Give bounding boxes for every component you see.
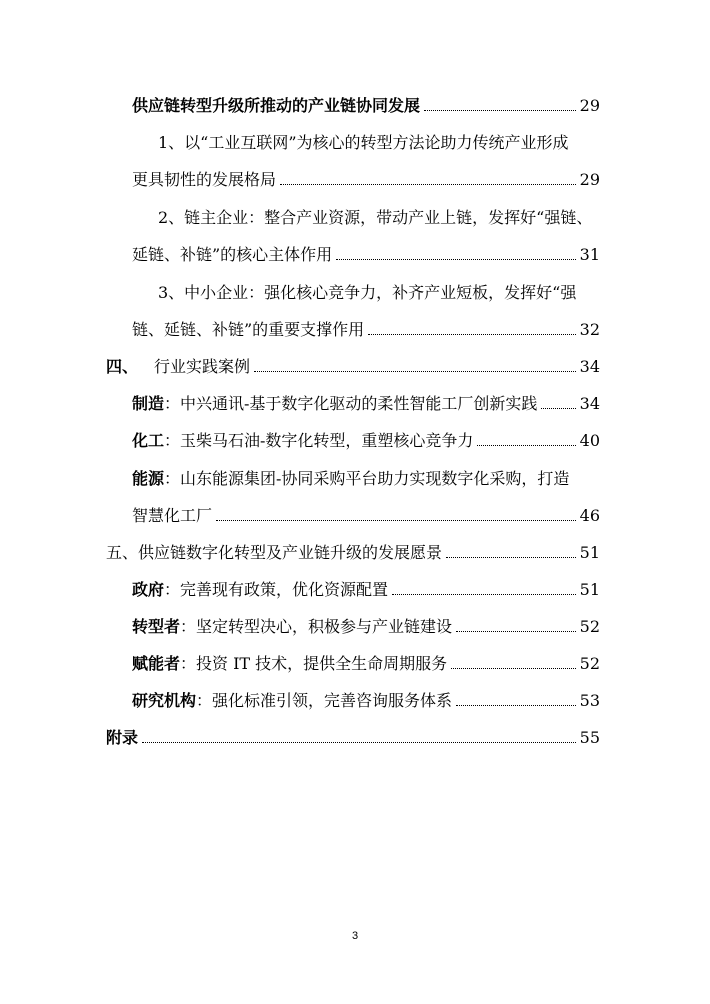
dot-leader	[254, 371, 576, 372]
toc-page-number: 52	[579, 617, 600, 636]
toc-entry-title: ：玉柴马石油-数字化转型，重塑核心竞争力	[164, 431, 474, 450]
toc-page-number: 34	[579, 357, 600, 376]
toc-page-number: 52	[579, 654, 600, 673]
page-footer-number: 3	[351, 930, 359, 942]
toc-entry[interactable]	[132, 617, 600, 637]
toc-entry-title: ：强化标准引领，完善咨询服务体系	[196, 691, 453, 710]
toc-page-number: 29	[579, 170, 600, 189]
toc-entry-title: 五、供应链数字化转型及产业链升级的发展愿景	[106, 543, 443, 562]
toc-entry[interactable]	[132, 654, 600, 674]
toc-entry-title: 行业实践案例	[154, 357, 251, 376]
toc-entry-label: 能源	[132, 469, 165, 488]
toc-entry-title: 附录	[106, 728, 139, 747]
dot-leader	[456, 705, 576, 706]
dot-leader	[446, 557, 576, 558]
toc-page-number: 51	[579, 580, 600, 599]
toc-page-number: 46	[579, 506, 600, 525]
toc-entry[interactable]	[132, 96, 600, 116]
toc-entry-title-cont: 更具韧性的发展格局	[132, 170, 277, 189]
toc-entry-title[interactable]: 1、以“工业互联网”为核心的转型方法论助力传统产业形成	[158, 133, 569, 152]
dot-leader	[336, 259, 575, 260]
dot-leader	[368, 334, 575, 335]
toc-entry[interactable]	[132, 245, 600, 265]
dot-leader	[541, 408, 575, 409]
dot-leader	[451, 668, 575, 669]
toc-entry-title-text: ：山东能源集团-协同采购平台助力实现数字化采购，打造	[164, 469, 570, 488]
toc-entry-title: ：投资 IT 技术，提供全生命周期服务	[180, 654, 448, 673]
toc-entry-label: 制造	[132, 394, 165, 413]
toc-entry-title[interactable]: 2、链主企业：整合产业资源，带动产业上链，发挥好“强链、	[158, 208, 593, 227]
toc-page-number: 40	[579, 431, 600, 450]
dot-leader	[142, 742, 576, 743]
toc-entry-title: ：中兴通讯-基于数字化驱动的柔性智能工厂创新实践	[164, 394, 538, 413]
toc-page-number: 53	[579, 691, 600, 710]
toc-entry-title[interactable]: 3、中小企业：强化核心竞争力，补齐产业短板，发挥好“强	[158, 283, 577, 302]
toc-entry[interactable]	[132, 580, 600, 600]
toc-entry[interactable]	[132, 170, 600, 190]
toc-entry-label: 赋能者	[132, 654, 181, 673]
toc-entry-title: 供应链转型升级所推动的产业链协同发展	[132, 96, 421, 115]
dot-leader	[456, 631, 576, 632]
toc-page-number: 29	[579, 96, 600, 115]
toc-section-number: 四、	[106, 357, 139, 376]
dot-leader	[216, 520, 576, 521]
toc-entry[interactable]	[106, 728, 600, 748]
toc-entry-title-cont: 智慧化工厂	[132, 506, 213, 525]
toc-page-number: 32	[579, 320, 600, 339]
toc-entry[interactable]	[106, 543, 600, 563]
toc-entry-title[interactable]	[132, 469, 569, 489]
dot-leader	[424, 110, 576, 111]
toc-entry-title-cont: 链、延链、补链”的重要支撑作用	[132, 320, 365, 339]
dot-leader	[477, 445, 575, 446]
toc-entry[interactable]	[132, 320, 600, 340]
toc-entry-label: 政府	[132, 580, 165, 599]
toc-entry-label: 转型者	[132, 617, 181, 636]
toc-page-number: 31	[579, 245, 600, 264]
toc-entry-title-cont: 延链、补链”的核心主体作用	[132, 245, 333, 264]
toc-entry-title: ：坚定转型决心，积极参与产业链建设	[180, 617, 453, 636]
toc-page-number: 34	[579, 394, 600, 413]
toc-entry[interactable]	[132, 506, 600, 526]
dot-leader	[392, 594, 576, 595]
toc-entry[interactable]	[132, 431, 600, 451]
toc-entry[interactable]	[106, 357, 600, 377]
toc-page-number: 55	[579, 728, 600, 747]
dot-leader	[280, 184, 576, 185]
toc-page-number: 51	[579, 543, 600, 562]
toc-entry[interactable]	[132, 691, 600, 711]
toc-entry-label: 化工	[132, 431, 165, 450]
toc-entry[interactable]	[132, 394, 600, 414]
toc-entry-title: ：完善现有政策，优化资源配置	[164, 580, 389, 599]
toc-entry-label: 研究机构	[132, 691, 197, 710]
